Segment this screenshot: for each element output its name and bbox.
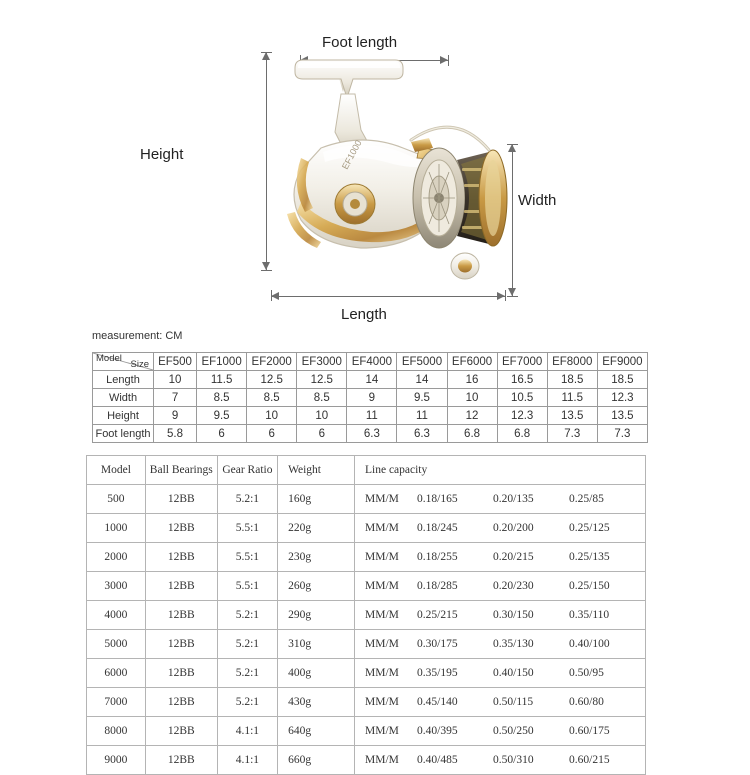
spec-unit-2: MM/M (365, 551, 399, 563)
spec-unit-3: MM/M (365, 580, 399, 592)
size-cell-0-8: 18.5 (547, 371, 597, 389)
size-col-7: EF7000 (497, 353, 547, 371)
spec-cap3-4: 0.35/110 (569, 609, 610, 621)
spec-gear-0: 5.2:1 (217, 485, 277, 514)
table-row (87, 717, 646, 746)
size-cell-2-5: 11 (397, 407, 447, 425)
spinning-reel-illustration (243, 52, 523, 297)
spec-bb-4: 12BB (145, 601, 217, 630)
size-cell-0-0: 10 (154, 371, 197, 389)
spec-linecap-0 (355, 485, 646, 514)
spec-model-4: 4000 (87, 601, 146, 630)
spec-model-2: 2000 (87, 543, 146, 572)
size-cell-0-6: 16 (447, 371, 497, 389)
size-cell-3-1: 6 (197, 425, 247, 443)
spec-unit-9: MM/M (365, 754, 399, 766)
spec-cap3-3: 0.25/150 (569, 580, 610, 592)
spec-linecap-4 (355, 601, 646, 630)
spec-cap1-2: 0.18/255 (417, 551, 458, 563)
length-label: Length (341, 306, 387, 323)
spec-bb-6: 12BB (145, 659, 217, 688)
spec-unit-4: MM/M (365, 609, 399, 621)
spec-cap3-2: 0.25/135 (569, 551, 610, 563)
spec-linecap-3 (355, 572, 646, 601)
spec-cap2-2: 0.20/215 (493, 551, 534, 563)
spec-unit-0: MM/M (365, 493, 399, 505)
size-cell-0-1: 11.5 (197, 371, 247, 389)
spec-bb-9: 12BB (145, 746, 217, 775)
spec-header-line-capacity: Line capacity (355, 456, 646, 485)
spec-cap1-0: 0.18/165 (417, 493, 458, 505)
spec-unit-1: MM/M (365, 522, 399, 534)
spec-linecap-1 (355, 514, 646, 543)
spec-gear-4: 5.2:1 (217, 601, 277, 630)
size-col-1: EF1000 (197, 353, 247, 371)
size-cell-2-0: 9 (154, 407, 197, 425)
size-table-header-row (93, 353, 648, 371)
size-col-2: EF2000 (247, 353, 297, 371)
spec-weight-6: 400g (278, 659, 355, 688)
size-cell-0-4: 14 (347, 371, 397, 389)
spec-cap2-0: 0.20/135 (493, 493, 534, 505)
size-col-0: EF500 (154, 353, 197, 371)
spec-cap1-6: 0.35/195 (417, 667, 458, 679)
spec-gear-3: 5.5:1 (217, 572, 277, 601)
spec-gear-2: 5.5:1 (217, 543, 277, 572)
spec-gear-5: 5.2:1 (217, 630, 277, 659)
table-row (87, 485, 646, 514)
size-cell-3-7: 6.8 (497, 425, 547, 443)
spec-cap3-6: 0.50/95 (569, 667, 604, 679)
spec-cap2-1: 0.20/200 (493, 522, 534, 534)
size-cell-3-9: 7.3 (597, 425, 647, 443)
size-cell-1-8: 11.5 (547, 389, 597, 407)
spec-bb-1: 12BB (145, 514, 217, 543)
measurement-unit-note: measurement: CM (92, 330, 183, 342)
table-row (93, 425, 648, 443)
table-row (87, 601, 646, 630)
spec-weight-4: 290g (278, 601, 355, 630)
spec-cap3-1: 0.25/125 (569, 522, 610, 534)
spec-linecap-6 (355, 659, 646, 688)
size-cell-0-9: 18.5 (597, 371, 647, 389)
size-cell-3-8: 7.3 (547, 425, 597, 443)
size-row-label-2: Height (93, 407, 154, 425)
spec-header-weight: Weight (278, 456, 355, 485)
spec-cap1-4: 0.25/215 (417, 609, 458, 621)
reel-model-text: EF1000 (339, 138, 364, 171)
spec-model-7: 7000 (87, 688, 146, 717)
spec-bb-8: 12BB (145, 717, 217, 746)
spec-bb-5: 12BB (145, 630, 217, 659)
spec-unit-7: MM/M (365, 696, 399, 708)
size-cell-1-5: 9.5 (397, 389, 447, 407)
size-col-5: EF5000 (397, 353, 447, 371)
spec-cap2-8: 0.50/250 (493, 725, 534, 737)
size-cell-1-4: 9 (347, 389, 397, 407)
spec-cap2-3: 0.20/230 (493, 580, 534, 592)
size-cell-3-3: 6 (297, 425, 347, 443)
spec-cap1-5: 0.30/175 (417, 638, 458, 650)
spec-model-8: 8000 (87, 717, 146, 746)
spec-weight-8: 640g (278, 717, 355, 746)
table-row (87, 572, 646, 601)
spec-cap2-5: 0.35/130 (493, 638, 534, 650)
spec-cap3-0: 0.25/85 (569, 493, 604, 505)
table-row (87, 659, 646, 688)
size-cell-3-6: 6.8 (447, 425, 497, 443)
spec-model-3: 3000 (87, 572, 146, 601)
size-col-6: EF6000 (447, 353, 497, 371)
spec-unit-8: MM/M (365, 725, 399, 737)
table-row (87, 543, 646, 572)
size-cell-3-5: 6.3 (397, 425, 447, 443)
spec-cap1-1: 0.18/245 (417, 522, 458, 534)
spec-linecap-2 (355, 543, 646, 572)
size-row-label-0: Length (93, 371, 154, 389)
spec-cap1-3: 0.18/285 (417, 580, 458, 592)
size-cell-2-7: 12.3 (497, 407, 547, 425)
spec-cap1-7: 0.45/140 (417, 696, 458, 708)
height-label: Height (140, 146, 184, 163)
spec-bb-7: 12BB (145, 688, 217, 717)
spec-cap3-8: 0.60/175 (569, 725, 610, 737)
spec-weight-2: 230g (278, 543, 355, 572)
size-cell-2-3: 10 (297, 407, 347, 425)
table-row (93, 389, 648, 407)
size-cell-0-7: 16.5 (497, 371, 547, 389)
size-row-label-3: Foot length (93, 425, 154, 443)
size-table-corner-cell (93, 353, 154, 371)
size-cell-3-4: 6.3 (347, 425, 397, 443)
spec-header-gear-ratio: Gear Ratio (217, 456, 277, 485)
foot-length-label: Foot length (322, 34, 398, 51)
size-cell-2-4: 11 (347, 407, 397, 425)
size-col-4: EF4000 (347, 353, 397, 371)
spec-cap1-9: 0.40/485 (417, 754, 458, 766)
spec-cap2-9: 0.50/310 (493, 754, 534, 766)
spec-weight-3: 260g (278, 572, 355, 601)
spec-weight-1: 220g (278, 514, 355, 543)
spec-weight-7: 430g (278, 688, 355, 717)
product-dimension-diagram (0, 0, 750, 340)
spec-cap3-9: 0.60/215 (569, 754, 610, 766)
spec-bb-3: 12BB (145, 572, 217, 601)
spec-bb-2: 12BB (145, 543, 217, 572)
size-col-3: EF3000 (297, 353, 347, 371)
spec-model-9: 9000 (87, 746, 146, 775)
spec-weight-0: 160g (278, 485, 355, 514)
spec-linecap-5 (355, 630, 646, 659)
size-cell-2-2: 10 (247, 407, 297, 425)
size-cell-2-8: 13.5 (547, 407, 597, 425)
spec-weight-9: 660g (278, 746, 355, 775)
size-cell-2-1: 9.5 (197, 407, 247, 425)
spec-linecap-8 (355, 717, 646, 746)
size-cell-1-6: 10 (447, 389, 497, 407)
spec-gear-7: 5.2:1 (217, 688, 277, 717)
size-cell-0-5: 14 (397, 371, 447, 389)
table-row (93, 371, 648, 389)
size-cell-2-9: 13.5 (597, 407, 647, 425)
specification-table (86, 455, 646, 775)
spec-model-5: 5000 (87, 630, 146, 659)
width-label: Width (518, 192, 557, 209)
size-table (92, 352, 648, 443)
size-cell-3-0: 5.8 (154, 425, 197, 443)
table-row (87, 514, 646, 543)
spec-linecap-7 (355, 688, 646, 717)
size-cell-1-2: 8.5 (247, 389, 297, 407)
spec-model-0: 500 (87, 485, 146, 514)
size-cell-1-0: 7 (154, 389, 197, 407)
spec-header-ball-bearings: Ball Bearings (145, 456, 217, 485)
size-cell-0-3: 12.5 (297, 371, 347, 389)
spec-weight-5: 310g (278, 630, 355, 659)
spec-gear-6: 5.2:1 (217, 659, 277, 688)
spec-model-1: 1000 (87, 514, 146, 543)
spec-cap1-8: 0.40/395 (417, 725, 458, 737)
spec-unit-5: MM/M (365, 638, 399, 650)
spec-gear-9: 4.1:1 (217, 746, 277, 775)
spec-header-model: Model (87, 456, 146, 485)
spec-cap2-4: 0.30/150 (493, 609, 534, 621)
size-cell-3-2: 6 (247, 425, 297, 443)
size-cell-1-1: 8.5 (197, 389, 247, 407)
spec-gear-1: 5.5:1 (217, 514, 277, 543)
size-col-9: EF9000 (597, 353, 647, 371)
spec-cap2-7: 0.50/115 (493, 696, 534, 708)
spec-model-6: 6000 (87, 659, 146, 688)
size-cell-1-3: 8.5 (297, 389, 347, 407)
table-row (87, 630, 646, 659)
size-cell-2-6: 12 (447, 407, 497, 425)
size-col-8: EF8000 (547, 353, 597, 371)
size-row-label-1: Width (93, 389, 154, 407)
spec-gear-8: 4.1:1 (217, 717, 277, 746)
corner-size-label: Size (130, 359, 149, 370)
size-cell-1-7: 10.5 (497, 389, 547, 407)
table-row (87, 688, 646, 717)
spec-unit-6: MM/M (365, 667, 399, 679)
spec-cap3-5: 0.40/100 (569, 638, 610, 650)
spec-bb-0: 12BB (145, 485, 217, 514)
spec-table-header-row (87, 456, 646, 485)
size-cell-1-9: 12.3 (597, 389, 647, 407)
table-row (93, 407, 648, 425)
spec-cap2-6: 0.40/150 (493, 667, 534, 679)
size-cell-0-2: 12.5 (247, 371, 297, 389)
corner-model-label: Model (96, 353, 122, 364)
spec-cap3-7: 0.60/80 (569, 696, 604, 708)
